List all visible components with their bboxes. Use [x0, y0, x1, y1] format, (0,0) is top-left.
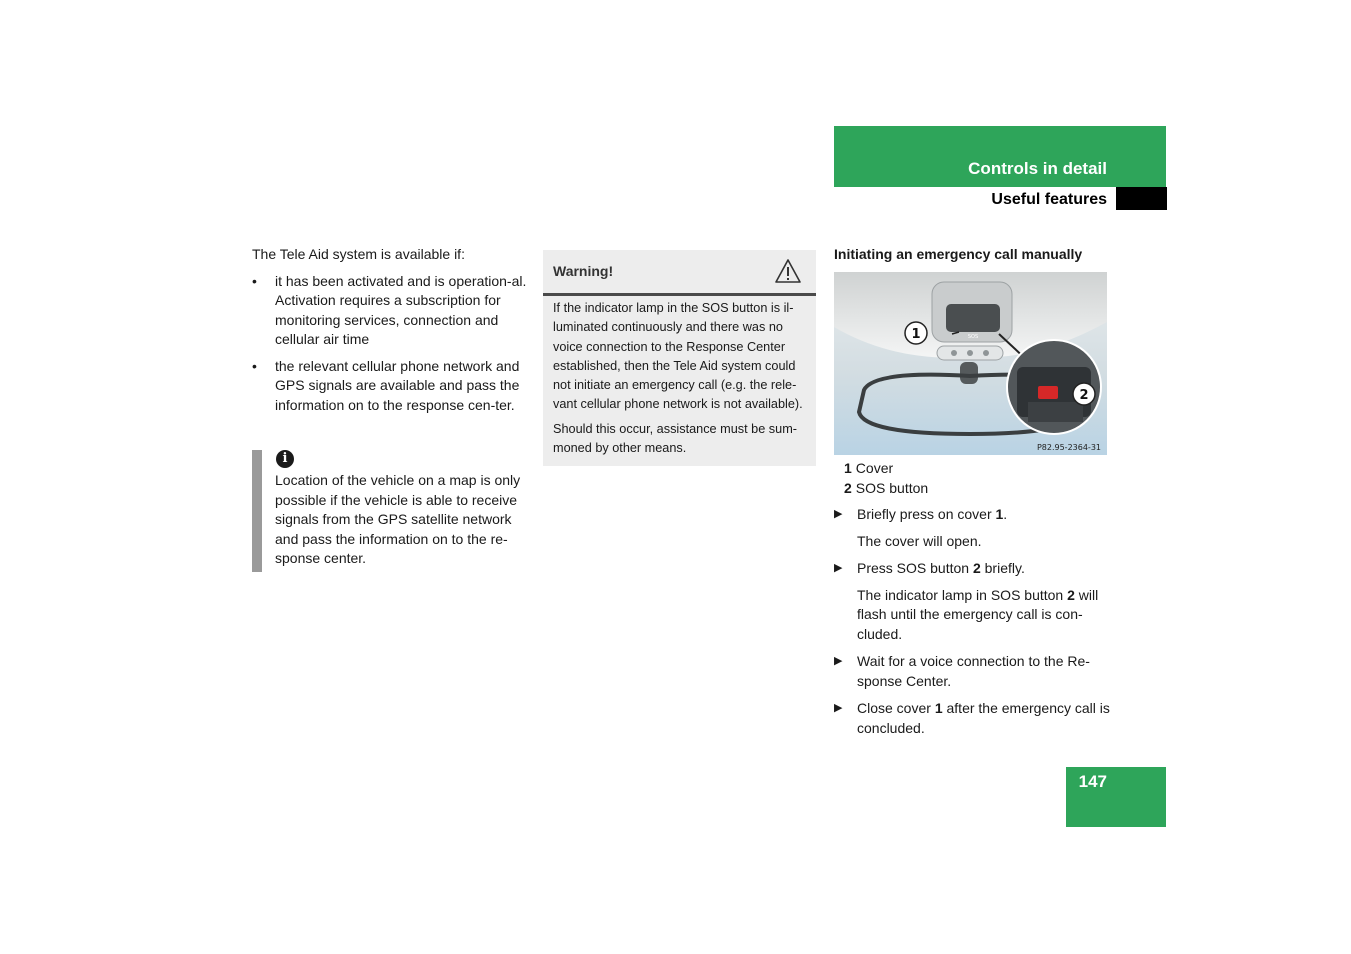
- warning-body: [553, 299, 808, 463]
- legend-label: SOS button: [855, 479, 929, 496]
- step-text: Wait for a voice connection to the Re-sponse Center.: [857, 653, 1090, 689]
- step-text: .: [1003, 506, 1008, 522]
- callout-2-label: 2: [1079, 388, 1089, 403]
- sos-label: SOS: [967, 334, 979, 340]
- step-4: [834, 699, 1114, 738]
- availability-list: [252, 272, 530, 416]
- step-text: Close cover: [857, 700, 935, 716]
- list-item-text: the relevant cellular phone network and GPS signals are available and pass the information on to the response cen-ter.: [275, 357, 520, 413]
- figure-legend: [844, 459, 1114, 498]
- page-number: 147: [1078, 772, 1107, 791]
- info-note: [252, 450, 530, 572]
- result-text: The indicator lamp in SOS button: [857, 586, 1068, 603]
- callout-1-label: 1: [911, 327, 921, 342]
- info-icon: i: [276, 450, 294, 468]
- note-text: Location of the vehicle on a map is only possible if the vehicle is able to receive signals from the GPS satellite network and pass the information on to the re-sponse center.: [275, 472, 521, 566]
- step-3: [834, 652, 1114, 691]
- step-ref: 2: [972, 560, 981, 576]
- list-item: [252, 272, 530, 350]
- result-ref: 2: [1067, 586, 1075, 603]
- result-text: will flash until the emergency call is con-cluded.: [857, 586, 1099, 642]
- section-title: Controls in detail: [968, 159, 1107, 178]
- header-tab-marker: [1116, 187, 1167, 210]
- legend-number: 2: [844, 479, 852, 496]
- figure-code: P82.95-2364-31: [1036, 443, 1101, 452]
- warning-title: Warning!: [553, 263, 614, 279]
- step-text: Briefly press on cover: [857, 506, 996, 522]
- procedure-title: Initiating an emergency call manually: [834, 246, 1083, 262]
- step-ref: 1: [934, 700, 943, 716]
- list-item: [252, 357, 530, 416]
- arrow-right-icon: ▶: [834, 702, 843, 714]
- step-2: [834, 559, 1114, 579]
- note-bar: [252, 450, 262, 572]
- list-item-text: it has been activated and is operation-al. Activation requires a subscription for monitoring services, connection and cellular air time: [275, 272, 527, 347]
- step-text: after the emergency call is concluded.: [857, 700, 1110, 736]
- legend-item: [844, 479, 1114, 499]
- step-text: Press SOS button: [857, 560, 973, 576]
- intro-text: The Tele Aid system is available if:: [252, 246, 465, 262]
- step-2-result: [834, 586, 1114, 645]
- overhead-console-figure: [834, 272, 1107, 455]
- arrow-right-icon: ▶: [834, 655, 843, 667]
- warning-box: [543, 250, 816, 466]
- step-1-result: The cover will open.: [857, 532, 982, 549]
- step-1: [834, 505, 1114, 525]
- step-text: briefly.: [980, 560, 1025, 576]
- arrow-right-icon: ▶: [834, 508, 843, 520]
- arrow-right-icon: ▶: [834, 562, 843, 574]
- warning-paragraph: If the indicator lamp in the SOS button is il-luminated continuously and there was no voice connection to the Response Center established, then the Tele Aid system could not initiate an emergency call (e.g. the rele-vant cellular phone network is not available).: [553, 301, 803, 412]
- legend-number: 1: [844, 460, 852, 476]
- warning-divider: [543, 293, 816, 296]
- bullet-icon: •: [252, 272, 257, 289]
- bullet-icon: •: [252, 357, 257, 374]
- legend-label: Cover: [855, 460, 894, 476]
- warning-triangle-icon: [774, 258, 802, 284]
- subsection-title: Useful features: [991, 191, 1107, 208]
- legend-item: [844, 459, 1114, 479]
- procedure-steps: [834, 505, 1114, 738]
- warning-paragraph: Should this occur, assistance must be sum-moned by other means.: [553, 421, 797, 456]
- availability-section: [252, 245, 530, 422]
- step-ref: 1: [995, 506, 1004, 522]
